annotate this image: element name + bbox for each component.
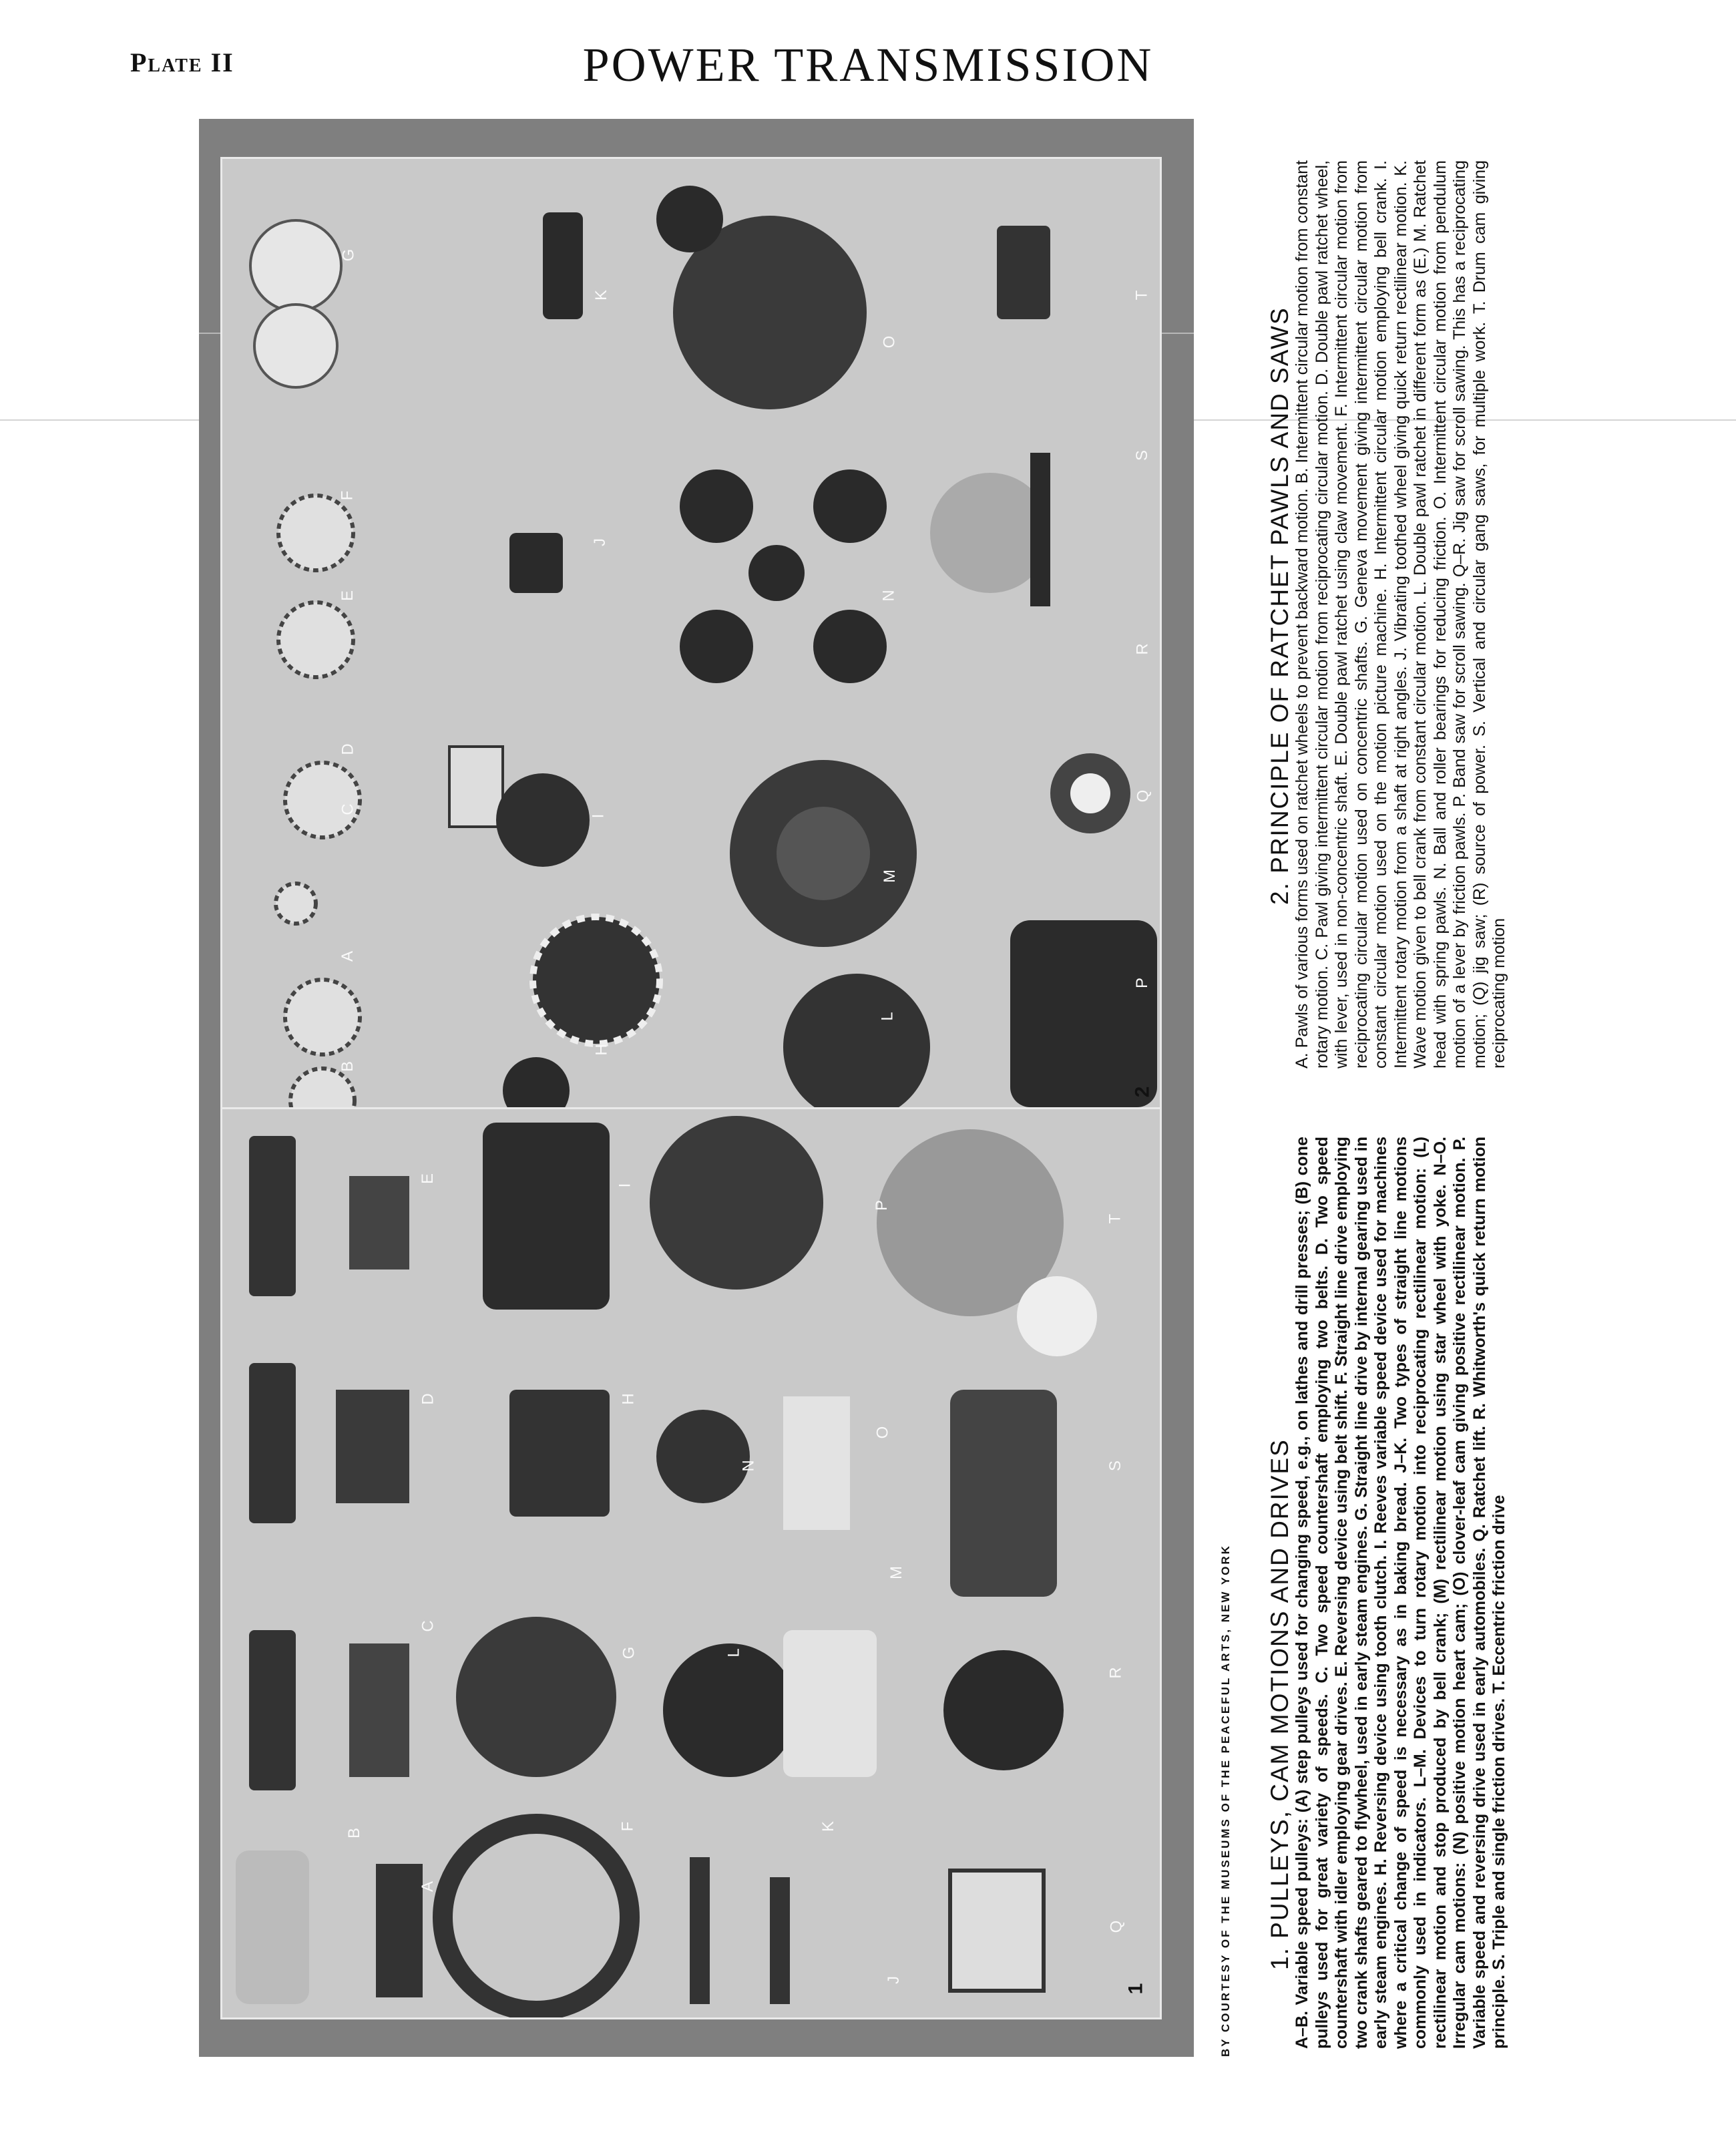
label-2-d: D — [339, 743, 357, 755]
label-2-t: T — [1132, 290, 1151, 301]
pulley-models-illustration — [222, 1109, 1160, 2017]
model-k-j — [690, 1857, 790, 2004]
label-1-k: K — [819, 1820, 838, 1832]
model-p — [1010, 920, 1157, 1107]
label-1-d: D — [419, 1393, 437, 1405]
label-1-h: H — [619, 1393, 638, 1405]
model-c — [249, 1630, 409, 1790]
ratchet-wheel-cd — [276, 763, 360, 924]
page-title: POWER TRANSMISSION — [582, 38, 1154, 91]
panel-ratchet-pawls — [220, 157, 1162, 1112]
label-2-p: P — [1133, 977, 1152, 989]
section-2-caption: A. Pawls of various forms used on ratchet wheels to prevent backward motion. B. Intermittent circular motion from constant rotary motion. C. Pawl giving intermittent circular motion from reciprocating circular motion. D. Double pawl ratchet wheel, with lever, used in non-concentric shaft. E. Double pawl ratchet using claw movement. F. Intermittent circular motion from reciprocating circular motion used on concentric shafts. G. Geneva movement giving intermittent circular motion from constant circular motion used on the motion picture machine. H. Intermittent circular motion employing bell crank. I. Intermittent rotary motion from a shaft at right angles. J. Vibrating toothed wheel giving quick return rectilinear motion. K. Wave motion given to bell crank from constant circular motion. L. Double pawl ratchet in different form as (E.) M. Ratchet head with spring pawls. N. Ball and roller bearings for reducing friction. O. Intermittent circular motion from pendulum motion of a lever by friction pawls. P. Band saw for scroll sawing. Q–R. Jig saw for scroll sawing. This has a reciprocating motion; (Q) jig saw; (R) source of power. S. Vertical and circular gang saws, for multiple work. T. Drum cam giving reciprocating motion — [1293, 160, 1508, 1068]
model-h — [509, 1390, 610, 1517]
label-2-s: S — [1133, 449, 1152, 461]
panel-pulleys-cams — [220, 1107, 1162, 2019]
label-2-h: H — [592, 1044, 611, 1056]
mechanism-photograph — [199, 119, 1194, 2057]
model-k — [543, 212, 583, 319]
label-1-c: C — [419, 1620, 437, 1632]
model-q-r — [1050, 753, 1130, 833]
label-1-p: P — [873, 1199, 891, 1211]
label-2-r: R — [1133, 643, 1152, 655]
label-1-o: O — [873, 1426, 892, 1439]
model-q — [950, 1871, 1044, 1991]
model-e — [249, 1136, 409, 1296]
label-2-e: E — [339, 590, 357, 602]
panel-1-number: 1 — [1124, 1983, 1147, 1995]
label-2-j: J — [591, 538, 609, 546]
label-2-o: O — [880, 335, 899, 349]
label-2-i: I — [589, 813, 608, 819]
label-1-s: S — [1106, 1460, 1125, 1472]
label-1-t: T — [1106, 1213, 1124, 1224]
label-1-b: B — [345, 1827, 364, 1839]
model-s — [950, 1390, 1057, 1597]
panel-2-number: 2 — [1131, 1086, 1154, 1098]
section-2-title: 2. PRINCIPLE OF RATCHET PAWLS AND SAWS — [1266, 307, 1293, 905]
model-l-m — [663, 1630, 877, 1777]
model-m — [730, 760, 917, 947]
label-1-g: G — [620, 1646, 638, 1660]
label-1-e: E — [419, 1173, 437, 1185]
model-o — [656, 186, 867, 409]
model-i — [449, 747, 590, 867]
ratchet-wheel-ef — [278, 496, 353, 677]
plate-number: Plate II — [130, 47, 234, 77]
label-1-r: R — [1106, 1667, 1125, 1679]
ratchet-wheel-g — [250, 220, 341, 387]
model-p — [650, 1116, 823, 1290]
label-1-a: A — [419, 1881, 437, 1893]
model-f — [443, 1824, 630, 2011]
label-1-i: I — [616, 1183, 634, 1188]
model-g — [456, 1617, 616, 1777]
label-1-n: N — [739, 1460, 758, 1472]
section-1-caption: A–B. Variable speed pulleys: (A) step pulleys used for changing speed, e.g., on lathes and drill presses; (B) cone pulleys used for great variety of speeds. C. Two speed countershaft employing two belts. D. Two speed countershaft with idler employing gear drives. E. Reversing device using belt shift. F. Straight line drive employing two crank shafts geared to flywheel, used in early steam engines. G. Straight line drive by internal gearing used in early steam engines. H. Reversing device using tooth clutch. I. Reeves variable speed device used for machines where a critical change of speed is necessary as in baking bread. J–K. Two types of straight line motions commonly used in indicators. L–M. Devices to turn rotary motion into reciprocating rectilinear motion: (L) rectilinear motion and stop produced by bell crank; (M) rectilinear motion using star wheel with yoke. N–O. Irregular cam motions: (N) positive motion heart cam; (O) clover-leaf cam giving positive rectilinear motion. P. Variable speed and reversing drive used in early automobiles. Q. Ratchet lift. R. Whitworth's quick return motion principle. S. Triple and single friction drives. T. Eccentric friction drive — [1293, 1137, 1508, 2049]
label-2-f: F — [338, 490, 357, 501]
ratchet-models-illustration — [222, 159, 1160, 1110]
label-2-n: N — [879, 590, 898, 602]
label-1-j: J — [885, 1976, 903, 1984]
label-2-c: C — [339, 803, 357, 815]
model-h — [503, 917, 660, 1110]
model-s — [930, 453, 1050, 606]
label-2-g: G — [339, 248, 358, 262]
label-2-k: K — [592, 289, 611, 301]
label-2-b: B — [339, 1060, 357, 1072]
label-1-q: Q — [1107, 1920, 1126, 1933]
label-2-m: M — [881, 869, 899, 883]
model-a-b — [236, 1850, 423, 2004]
model-j — [509, 533, 563, 593]
label-1-f: F — [618, 1821, 637, 1832]
label-1-m: M — [887, 1566, 905, 1579]
model-l — [783, 974, 930, 1110]
model-i — [483, 1123, 610, 1310]
model-d — [249, 1363, 409, 1523]
label-1-l: L — [724, 1648, 743, 1658]
photo-credit: BY COURTESY OF THE MUSEUMS OF THE PEACEFUL ARTS, NEW YORK — [1219, 1544, 1232, 2057]
model-t — [877, 1129, 1097, 1356]
label-2-q: Q — [1134, 789, 1152, 803]
label-2-l: L — [878, 1012, 897, 1021]
model-r — [943, 1650, 1064, 1770]
section-1-title: 1. PULLEYS, CAM MOTIONS AND DRIVES — [1266, 1438, 1293, 1970]
label-2-a: A — [339, 950, 357, 962]
model-n — [680, 469, 887, 683]
model-t — [997, 226, 1050, 319]
ratchet-wheel-ab — [285, 980, 360, 1110]
